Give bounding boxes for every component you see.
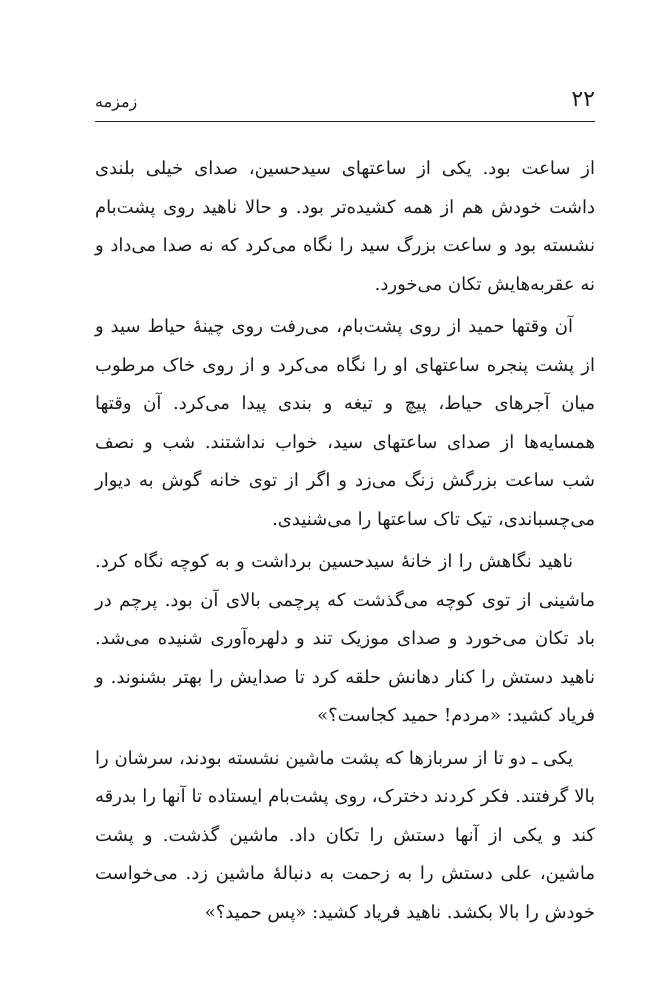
paragraph: آن وقتها حمید از روی پشت‌بام، می‌رفت روی چینهٔ حیاط سید و از پشت پنجره ساعتهای او را نگاه می‌کرد و از روی خاک مرطوب میان آجرهای حیاط، پیچ و تیغه و بندی پیدا می‌کرد. آن وقتها همسایه‌ها از صدای ساعتهای سید، خواب نداشتند. شب و نصف شب ساعت بزرگش زنگ می‌زد و اگر از توی خانه گوش به دیوار می‌چسباندی، تیک تاک ساعتها را می‌شنیدی. <box>95 316 595 530</box>
header-rule <box>95 121 595 122</box>
paragraph: از ساعت بود. یکی از ساعتهای سیدحسین، صدای خیلی بلندی داشت خودش هم از همه کشیده‌تر بود. و حالا ناهید روی پشت‌بام نشسته بود و ساعت بزرگ سید را نگاه می‌کرد که نه صدا می‌داد و نه عقربه‌هایش تکان می‌خورد. <box>95 158 595 295</box>
paragraph: ناهید نگاهش را از خانهٔ سیدحسین برداشت و به کوچه نگاه کرد. ماشینی از توی کوچه می‌گذشت که پرچمی بالای آن بود. پرچم در باد تکان می‌خورد و صدای موزیک تند و دلهره‌آوری شنیده می‌شد. ناهید دستش را کنار دهانش حلقه کرد تا صدایش را بهتر بشنوند. و فریاد کشید: «مردم! حمید کجاست؟» <box>95 551 595 726</box>
page-number: ۲۲ <box>571 87 595 112</box>
paragraph: یکی ـ دو تا از سربازها که پشت ماشین نشسته بودند، سرشان را بالا گرفتند. فکر کردند دخترک، روی پشت‌بام ایستاده تا آنها را بدرقه کند و یکی از آنها دستش را تکان داد. ماشین گذشت. و پشت ماشین، علی دستش را به زحمت به دنبالهٔ ماشین زد. می‌خواست خودش را بالا بکشد. ناهید فریاد کشید: «پس حمید؟» <box>95 747 595 923</box>
running-title: زمزمه <box>95 92 138 111</box>
body-text <box>95 150 595 932</box>
page-header <box>95 86 595 116</box>
